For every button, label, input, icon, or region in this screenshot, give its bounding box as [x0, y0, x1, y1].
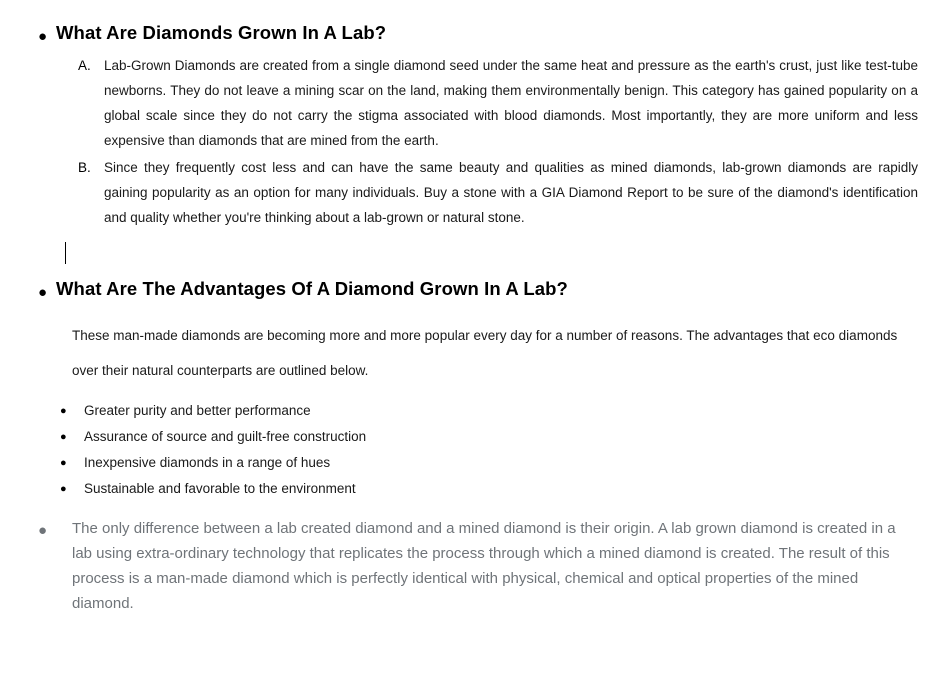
section-heading-2 [38, 278, 948, 300]
list-item [60, 450, 948, 476]
heading-text: What Are Diamonds Grown In A Lab? [56, 22, 387, 43]
heading-bullet-icon: ● [38, 28, 48, 45]
list-item [78, 155, 918, 230]
list-item [60, 424, 948, 450]
heading-text: What Are The Advantages Of A Diamond Grown In A Lab? [56, 278, 568, 299]
list-marker: A. [78, 58, 91, 73]
bullet-icon: ● [38, 522, 48, 539]
bullet-icon: ● [60, 405, 67, 417]
list-item [78, 53, 918, 153]
section-heading-1 [38, 22, 948, 44]
heading-bullet-icon: ● [38, 284, 48, 301]
bullet-icon: ● [60, 483, 67, 495]
list-item-text: Since they frequently cost less and can have the same beauty and qualities as mined diamonds, lab-grown diamonds are rapidly gaining popularity as an option for many individuals. Buy a stone with a GIA Diamond Report to be sure of the diamond's identification and quality whether you're thinking about a lab-grown or natural stone. [104, 160, 918, 225]
list-marker: B. [78, 160, 91, 175]
closing-paragraph-text: The only difference between a lab created diamond and a mined diamond is their origin. A lab grown diamond is created in a lab using extra-ordinary technology that replicates the process through which a mined diamond is created. The result of this process is a man-made diamond which is perfectly identical with physical, chemical and optical properties of the mined diamond. [72, 520, 896, 612]
section-intro-paragraph: These man-made diamonds are becoming more and more popular every day for a number of reasons. The advantages that eco diamonds over their natural counterparts are outlined below. [72, 328, 898, 378]
text-cursor-line[interactable] [65, 242, 948, 268]
bullet-icon: ● [60, 457, 67, 469]
list-item-text: Sustainable and favorable to the environment [84, 481, 356, 496]
document-page [0, 22, 948, 676]
list-item [60, 398, 948, 424]
advantages-list [60, 398, 948, 502]
list-item-text: Greater purity and better performance [84, 403, 311, 418]
list-item-text: Assurance of source and guilt-free construction [84, 429, 367, 444]
lettered-list-1 [78, 53, 918, 230]
text-caret [65, 242, 66, 264]
list-item-text: Lab-Grown Diamonds are created from a single diamond seed under the same heat and pressure as the earth's crust, just like test-tube newborns. They do not leave a mining scar on the land, making them environmentally benign. This category has gained popularity on a global scale since they do not carry the stigma associated with blood diamonds. Most importantly, they are more uniform and less expensive than diamonds that are mined from the earth. [104, 58, 918, 148]
list-item-text: Inexpensive diamonds in a range of hues [84, 455, 331, 470]
closing-paragraph-row [38, 516, 918, 616]
bullet-icon: ● [60, 431, 67, 443]
list-item [60, 476, 948, 502]
